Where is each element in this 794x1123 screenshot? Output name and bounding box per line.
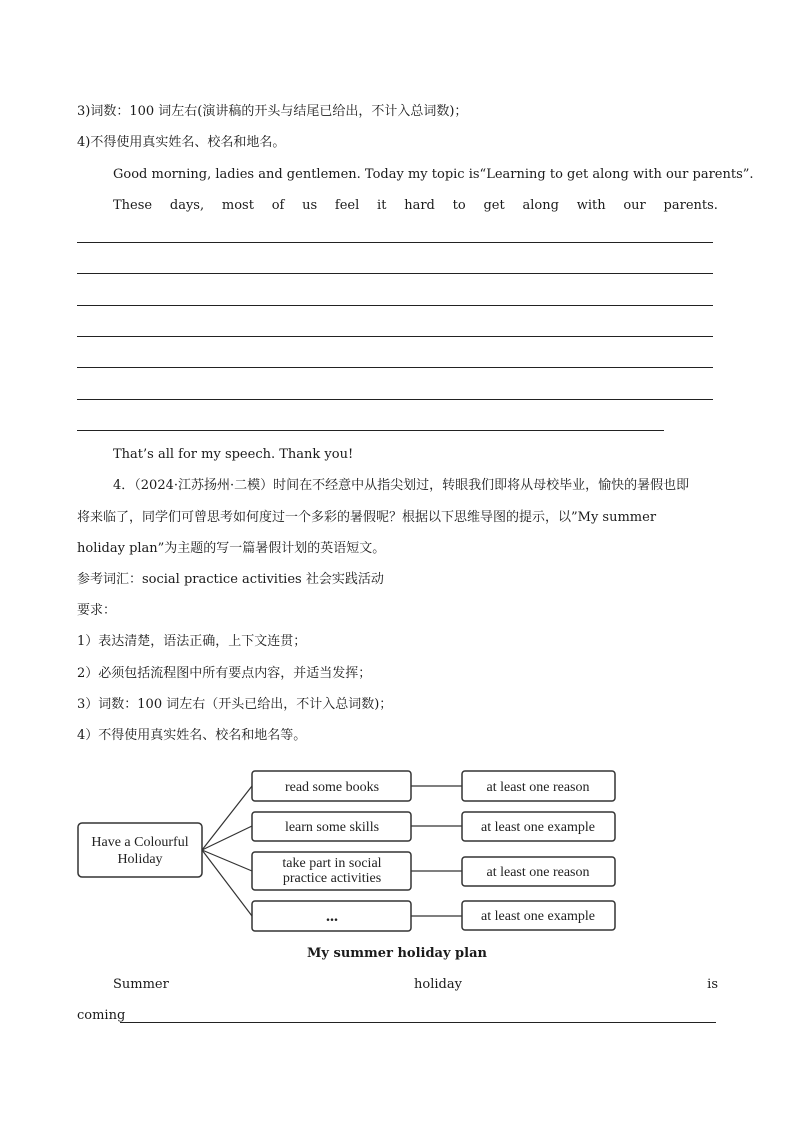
word: holiday [414, 977, 462, 992]
requirement-4: 4)不得使用真实姓名、校名和地名。 [77, 135, 286, 150]
word: it [377, 198, 387, 213]
q4-vocab: 参考词汇：social practice activities 社会实践活动 [77, 572, 384, 587]
q4-req4: 4）不得使用真实姓名、校名和地名等。 [77, 728, 307, 743]
word: is [707, 977, 718, 992]
word: with [576, 198, 606, 213]
word: feel [334, 198, 360, 213]
target-label: at least one reason [486, 780, 590, 795]
writing-line[interactable] [77, 242, 713, 243]
writing-line[interactable] [77, 367, 713, 368]
word: hard [404, 198, 435, 213]
writing-line[interactable] [77, 430, 664, 431]
essay-second-line [77, 1008, 717, 1023]
q4-req-title: 要求： [77, 603, 117, 618]
mind-map [0, 755, 794, 940]
branch-label: take part in social [282, 856, 382, 871]
center-node-label-2: Holiday [117, 852, 163, 867]
branch-label: learn some skills [284, 820, 380, 835]
writing-line[interactable] [77, 399, 713, 400]
word: along [522, 198, 559, 213]
writing-line[interactable] [77, 336, 713, 337]
center-node-label-1: Have a Colourful [91, 835, 189, 850]
writing-line[interactable] [120, 1022, 716, 1023]
speech-closing: That’s all for my speech. Thank you! [113, 447, 354, 462]
essay-title: My summer holiday plan [307, 946, 487, 961]
essay-first-line [113, 977, 718, 992]
speech-line2 [113, 198, 718, 214]
connector [202, 826, 252, 850]
word: most [221, 198, 254, 213]
q4-req1: 1）表达清楚，语法正确，上下文连贯； [77, 634, 307, 649]
q4-line1: 4．（2024·江苏扬州·二模）时间在不经意中从指尖划过，转眼我们即将从母校毕业，愉快的暑假也即 [113, 478, 690, 493]
target-label: at least one example [481, 909, 595, 924]
word: us [302, 198, 318, 213]
requirement-3: 3)词数：100 词左右(演讲稿的开头与结尾已给出，不计入总词数)； [77, 104, 468, 119]
word: to [452, 198, 466, 213]
q4-req2: 2）必须包括流程图中所有要点内容，并适当发挥； [77, 666, 372, 681]
word: days, [169, 198, 205, 213]
target-label: at least one reason [486, 865, 590, 880]
word: of [271, 198, 285, 213]
q4-req3: 3）词数：100 词左右（开头已给出，不计入总词数)； [77, 697, 393, 712]
word: get [483, 198, 505, 213]
word: Summer [113, 977, 169, 992]
connector [202, 786, 252, 850]
word: parents. [663, 198, 718, 213]
center-node [78, 823, 202, 877]
word: These [113, 198, 153, 213]
q4-line3: holiday plan”为主题的写一篇暑假计划的英语短文。 [77, 541, 386, 556]
writing-line[interactable] [77, 305, 713, 306]
word: coming [77, 1008, 126, 1023]
q4-line2: 将来临了，同学们可曾思考如何度过一个多彩的暑假呢？根据以下思维导图的提示，以”My summer [77, 510, 657, 525]
word: our [623, 198, 646, 213]
branch-label: ... [326, 908, 338, 925]
branch-label: practice activities [282, 871, 382, 886]
writing-line[interactable] [77, 273, 713, 274]
branch-label: read some books [284, 780, 380, 795]
target-label: at least one example [481, 820, 595, 835]
speech-opening: Good morning, ladies and gentlemen. Today my topic is“Learning to get along with our parents”. [113, 167, 754, 182]
